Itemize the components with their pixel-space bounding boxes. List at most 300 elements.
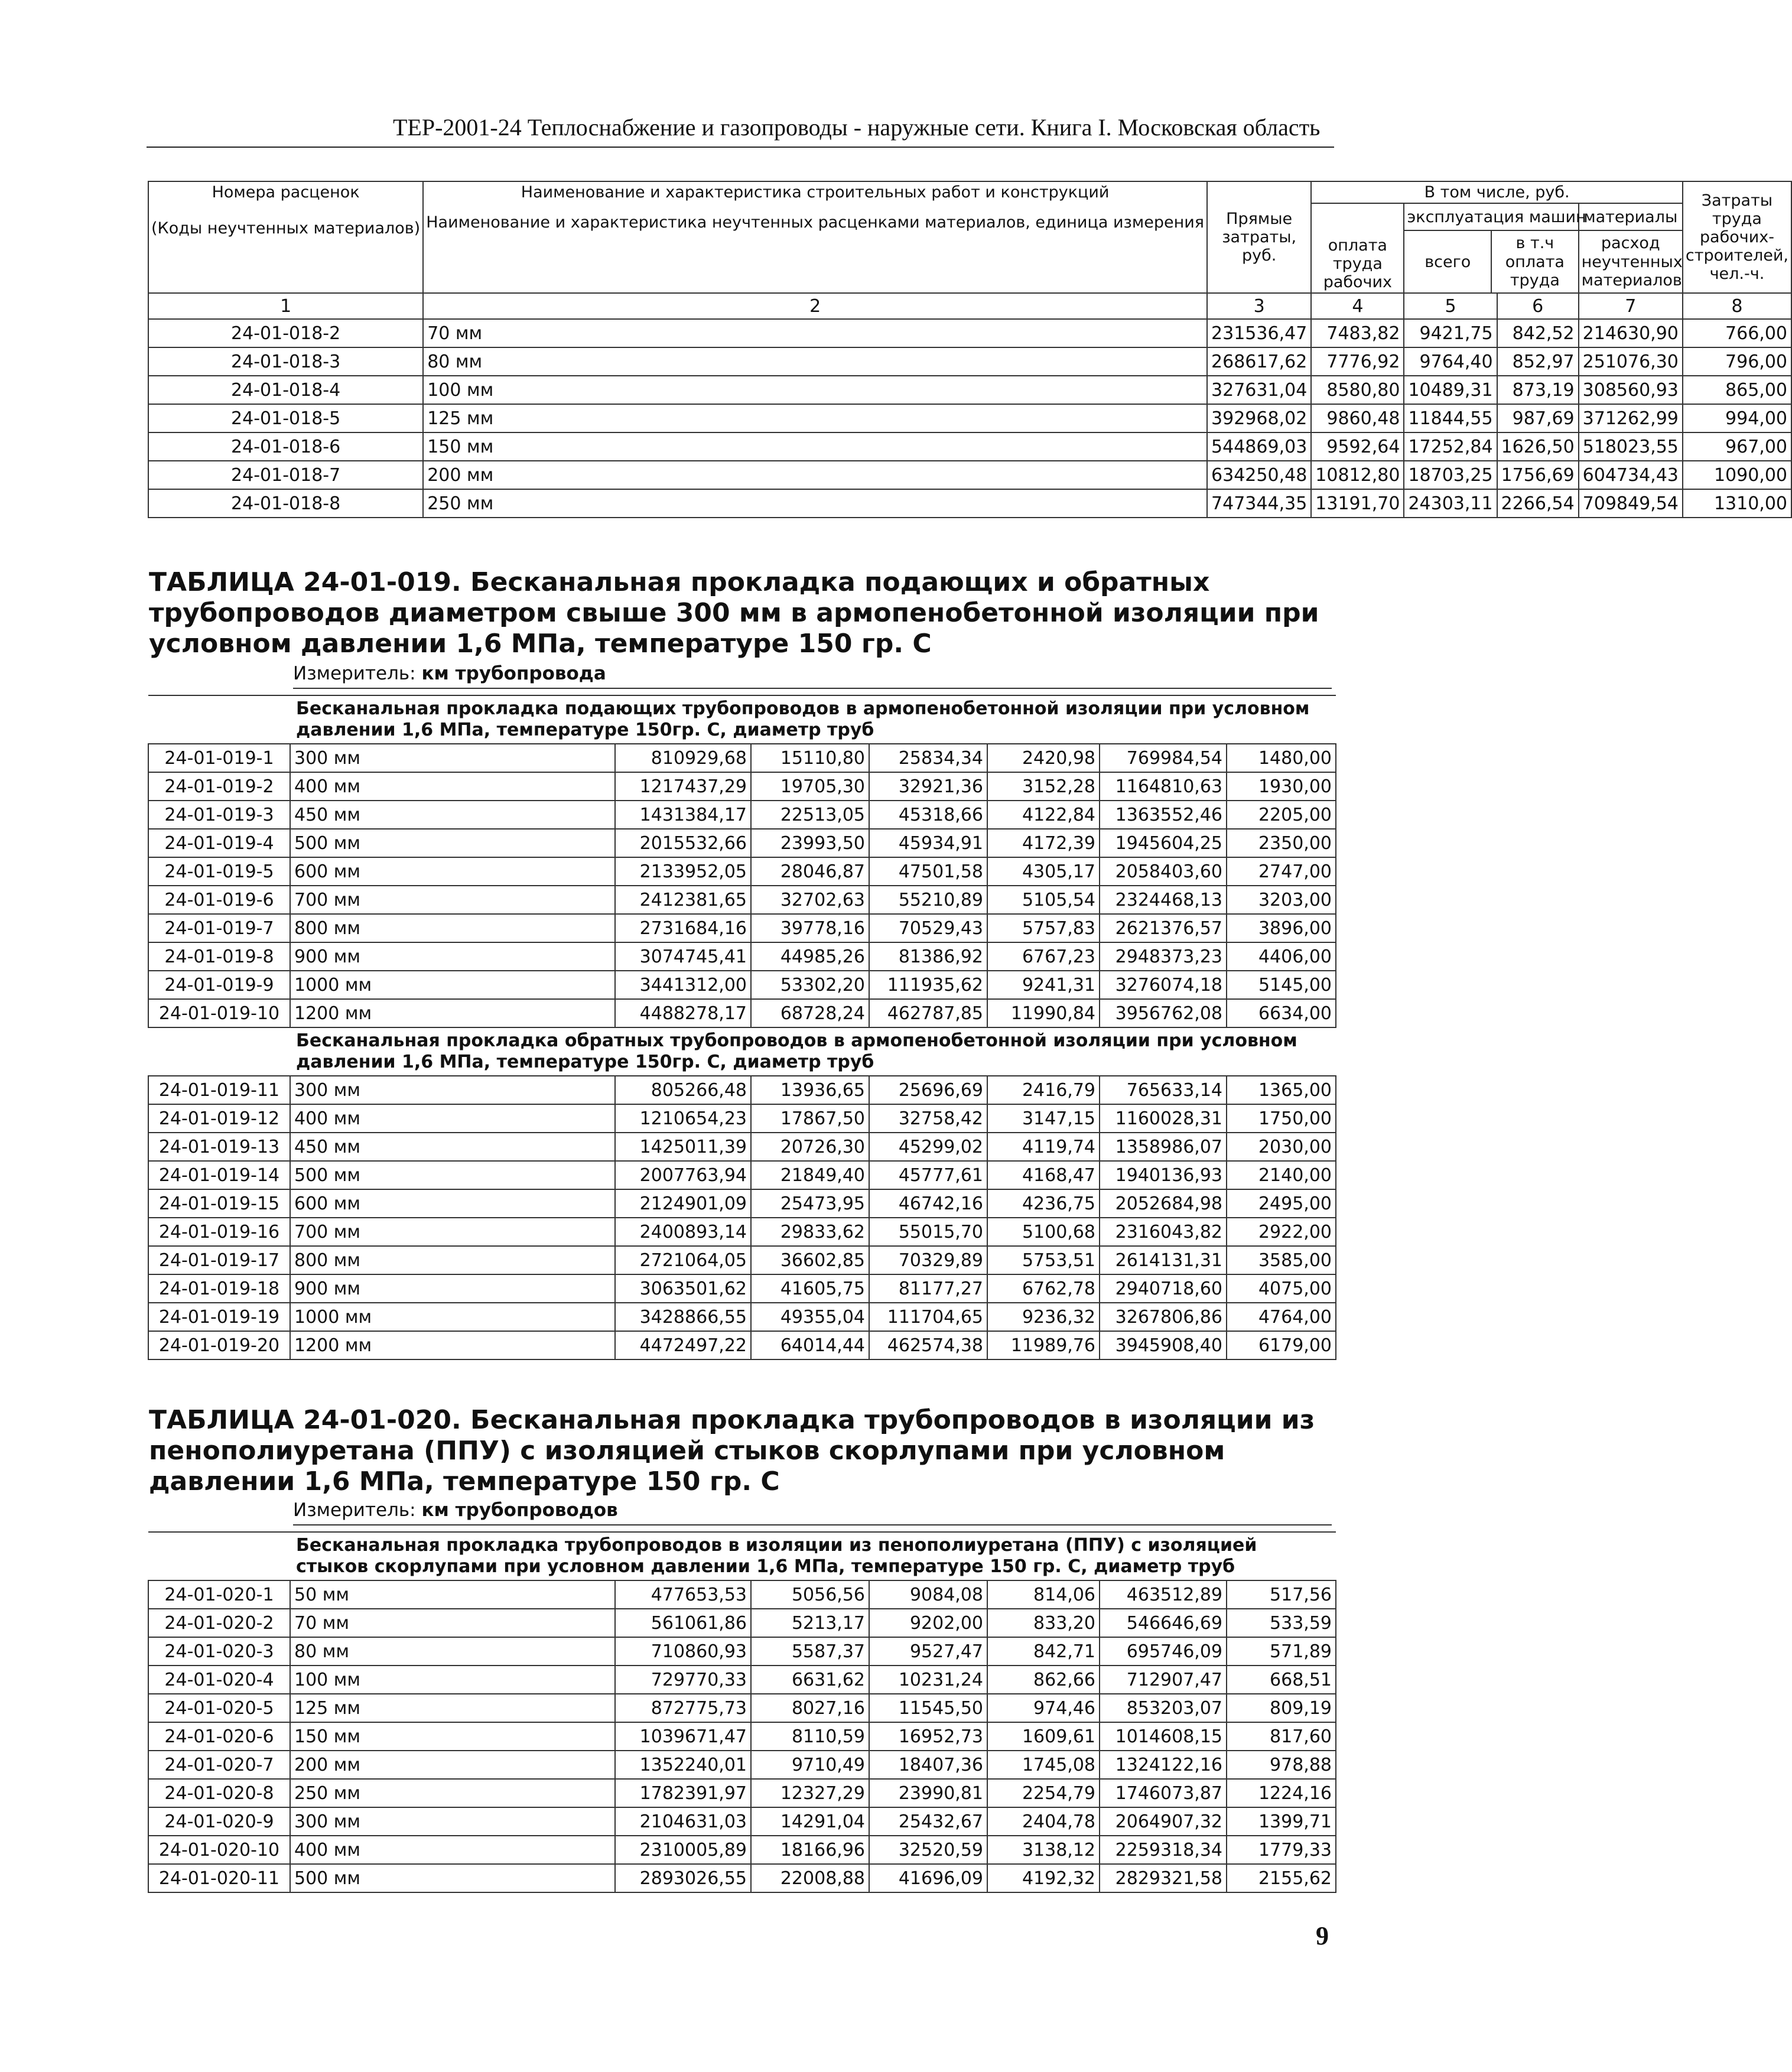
machines-total-cell: 45318,66 [869, 801, 987, 829]
page-header: ТЕР-2001-24 Теплоснабжение и газопроводы - наружные сети. Книга I. Московская область [393, 114, 1321, 141]
rate-code-cell: 24-01-018-7 [148, 461, 423, 489]
diameter-cell: 100 мм [423, 376, 1207, 404]
machines-total-cell: 55015,70 [869, 1218, 987, 1246]
machines-total-cell: 9764,40 [1404, 347, 1497, 376]
machines-labor-cell: 862,66 [987, 1666, 1100, 1694]
machines-labor-cell: 1626,50 [1497, 432, 1579, 461]
column-number: 1 [148, 293, 423, 319]
materials-cost-cell: 2829321,58 [1100, 1864, 1227, 1892]
machines-total-cell: 23990,81 [869, 1779, 987, 1807]
table-24-01-018 [148, 181, 1792, 518]
materials-cost-cell: 3945908,40 [1100, 1331, 1227, 1359]
direct-costs-cell: 3074745,41 [615, 942, 751, 971]
labor-pay-cell: 23993,50 [751, 829, 869, 857]
labor-hours-cell: 766,00 [1683, 319, 1791, 347]
labor-hours-cell: 994,00 [1683, 404, 1791, 432]
machines-total-cell: 9084,08 [869, 1580, 987, 1609]
labor-hours-cell: 1399,71 [1227, 1807, 1336, 1836]
subtitle-supply: Бесканальная прокладка подающих трубопроводов в армопенобетонной изоляции при условном давлении 1,6 МПа, температуре 150гр. С, диаметр труб [148, 695, 1336, 744]
direct-costs-cell: 2721064,05 [615, 1246, 751, 1274]
machines-labor-cell: 814,06 [987, 1580, 1100, 1609]
labor-hours-cell: 6179,00 [1227, 1331, 1336, 1359]
rate-code-cell: 24-01-019-14 [148, 1161, 290, 1189]
machines-labor-cell: 1609,61 [987, 1722, 1100, 1751]
materials-cost-cell: 1746073,87 [1100, 1779, 1227, 1807]
machines-labor-cell: 6767,23 [987, 942, 1100, 971]
machines-labor-cell: 4305,17 [987, 857, 1100, 886]
rate-code-cell: 24-01-020-2 [148, 1609, 290, 1637]
table-24-01-019-title: ТАБЛИЦА 24-01-019. Бесканальная прокладка подающих и обратных трубопроводов диаметром свыше 300 мм в армопенобетонной изоляции при условном давлении 1,6 МПа, температуре 150 гр. С [149, 567, 1319, 659]
machines-total-cell: 18703,25 [1404, 461, 1497, 489]
machines-total-cell: 45777,61 [869, 1161, 987, 1189]
machines-total-cell: 11545,50 [869, 1694, 987, 1722]
direct-costs-cell: 1039671,47 [615, 1722, 751, 1751]
labor-hours-cell: 1310,00 [1683, 489, 1791, 518]
diameter-cell: 150 мм [290, 1722, 615, 1751]
labor-hours-cell: 1930,00 [1227, 772, 1336, 801]
machines-labor-cell: 11989,76 [987, 1331, 1100, 1359]
direct-costs-cell: 544869,03 [1207, 432, 1311, 461]
labor-pay-cell: 13191,70 [1311, 489, 1404, 518]
subtitle-return: Бесканальная прокладка обратных трубопроводов в армопенобетонной изоляции при условном давлении 1,6 МПа, температуре 150гр. С, диаметр труб [148, 1027, 1336, 1076]
machines-labor-cell: 5105,54 [987, 886, 1100, 914]
table-row [148, 1218, 1336, 1246]
table-row [148, 1751, 1336, 1779]
rate-code-cell: 24-01-019-20 [148, 1331, 290, 1359]
rate-code-cell: 24-01-019-18 [148, 1274, 290, 1303]
materials-cost-cell: 1363552,46 [1100, 801, 1227, 829]
diameter-cell: 600 мм [290, 1189, 615, 1218]
table-row [148, 1637, 1336, 1666]
labor-pay-cell: 39778,16 [751, 914, 869, 942]
machines-labor-cell: 5753,51 [987, 1246, 1100, 1274]
table-row [148, 801, 1336, 829]
labor-pay-cell: 53302,20 [751, 971, 869, 999]
labor-pay-cell: 14291,04 [751, 1807, 869, 1836]
machines-labor-cell: 9236,32 [987, 1303, 1100, 1331]
labor-hours-cell: 2922,00 [1227, 1218, 1336, 1246]
table-row [148, 1807, 1336, 1836]
materials-cost-cell: 2316043,82 [1100, 1218, 1227, 1246]
table-row [148, 772, 1336, 801]
materials-cost-cell: 2940718,60 [1100, 1274, 1227, 1303]
labor-hours-cell: 2205,00 [1227, 801, 1336, 829]
direct-costs-cell: 1431384,17 [615, 801, 751, 829]
rate-code-cell: 24-01-019-4 [148, 829, 290, 857]
machines-labor-cell: 842,52 [1497, 319, 1579, 347]
direct-costs-cell: 2133952,05 [615, 857, 751, 886]
materials-cost-cell: 765633,14 [1100, 1076, 1227, 1104]
labor-pay-cell: 29833,62 [751, 1218, 869, 1246]
rate-code-cell: 24-01-019-2 [148, 772, 290, 801]
machines-labor-cell: 2420,98 [987, 744, 1100, 772]
rate-code-cell: 24-01-020-5 [148, 1694, 290, 1722]
column-number: 5 [1404, 293, 1497, 319]
diameter-cell: 1000 мм [290, 971, 615, 999]
col3-header: Прямые затраты, руб. [1207, 181, 1311, 293]
direct-costs-cell: 710860,93 [615, 1637, 751, 1666]
machines-total-cell: 81386,92 [869, 942, 987, 971]
direct-costs-cell: 1782391,97 [615, 1779, 751, 1807]
direct-costs-cell: 268617,62 [1207, 347, 1311, 376]
machines-total-cell: 16952,73 [869, 1722, 987, 1751]
materials-cost-cell: 214630,90 [1579, 319, 1683, 347]
diameter-cell: 1200 мм [290, 1331, 615, 1359]
subtitle-ppu: Бесканальная прокладка трубопроводов в изоляции из пенополиуретана (ППУ) с изоляцией стыков скорлупами при условном давлении 1,6 МПа, температуре 150 гр. С, диаметр труб [148, 1532, 1336, 1580]
table-row [148, 404, 1791, 432]
rate-code-cell: 24-01-020-7 [148, 1751, 290, 1779]
materials-cost-cell: 251076,30 [1579, 347, 1683, 376]
diameter-cell: 400 мм [290, 1104, 615, 1133]
machines-total-cell: 25834,34 [869, 744, 987, 772]
diameter-cell: 300 мм [290, 1807, 615, 1836]
table-row [148, 1076, 1336, 1104]
rate-code-cell: 24-01-019-10 [148, 999, 290, 1027]
materials-cost-cell: 463512,89 [1100, 1580, 1227, 1609]
labor-pay-cell: 20726,30 [751, 1133, 869, 1161]
labor-hours-cell: 6634,00 [1227, 999, 1336, 1027]
labor-pay-cell: 18166,96 [751, 1836, 869, 1864]
direct-costs-cell: 2124901,09 [615, 1189, 751, 1218]
materials-cost-cell: 2052684,98 [1100, 1189, 1227, 1218]
diameter-cell: 300 мм [290, 744, 615, 772]
diameter-cell: 150 мм [423, 432, 1207, 461]
column-number: 8 [1683, 293, 1791, 319]
materials-cost-cell: 709849,54 [1579, 489, 1683, 518]
materials-cost-cell: 2324468,13 [1100, 886, 1227, 914]
diameter-cell: 70 мм [290, 1609, 615, 1637]
direct-costs-cell: 872775,73 [615, 1694, 751, 1722]
labor-pay-cell: 21849,40 [751, 1161, 869, 1189]
direct-costs-cell: 231536,47 [1207, 319, 1311, 347]
direct-costs-cell: 805266,48 [615, 1076, 751, 1104]
labor-pay-cell: 68728,24 [751, 999, 869, 1027]
table-row [148, 1303, 1336, 1331]
diameter-cell: 450 мм [290, 801, 615, 829]
column-number: 3 [1207, 293, 1311, 319]
table-row [148, 347, 1791, 376]
machines-labor-cell: 873,19 [1497, 376, 1579, 404]
materials-cost-cell: 2259318,34 [1100, 1836, 1227, 1864]
diameter-cell: 250 мм [423, 489, 1207, 518]
table-row [148, 432, 1791, 461]
measure-value: км трубопроводов [421, 1499, 618, 1521]
rate-code-cell: 24-01-018-6 [148, 432, 423, 461]
col5-header: всего [1404, 230, 1491, 292]
rate-code-cell: 24-01-019-7 [148, 914, 290, 942]
labor-pay-cell: 5587,37 [751, 1637, 869, 1666]
direct-costs-cell: 2893026,55 [615, 1864, 751, 1892]
machines-total-cell: 24303,11 [1404, 489, 1497, 518]
machines-labor-cell: 1756,69 [1497, 461, 1579, 489]
diameter-cell: 1000 мм [290, 1303, 615, 1331]
machines-total-cell: 47501,58 [869, 857, 987, 886]
machines-total-cell: 41696,09 [869, 1864, 987, 1892]
diameter-cell: 200 мм [290, 1751, 615, 1779]
direct-costs-cell: 1217437,29 [615, 772, 751, 801]
diameter-cell: 50 мм [290, 1580, 615, 1609]
labor-pay-cell: 36602,85 [751, 1246, 869, 1274]
labor-pay-cell: 8580,80 [1311, 376, 1404, 404]
rate-code-cell: 24-01-019-16 [148, 1218, 290, 1246]
direct-costs-cell: 2400893,14 [615, 1218, 751, 1246]
direct-costs-cell: 327631,04 [1207, 376, 1311, 404]
machines-header: эксплуатация машин [1404, 204, 1578, 230]
materials-cost-cell: 1940136,93 [1100, 1161, 1227, 1189]
labor-pay-cell: 8110,59 [751, 1722, 869, 1751]
labor-hours-cell: 668,51 [1227, 1666, 1336, 1694]
diameter-cell: 1200 мм [290, 999, 615, 1027]
machines-labor-cell: 3152,28 [987, 772, 1100, 801]
materials-cost-cell: 712907,47 [1100, 1666, 1227, 1694]
measure-rule [293, 688, 1332, 689]
rate-code-cell: 24-01-019-13 [148, 1133, 290, 1161]
machines-total-cell: 111935,62 [869, 971, 987, 999]
materials-group [1579, 203, 1683, 293]
machines-labor-cell: 1745,08 [987, 1751, 1100, 1779]
labor-pay-cell: 6631,62 [751, 1666, 869, 1694]
direct-costs-cell: 4488278,17 [615, 999, 751, 1027]
diameter-cell: 200 мм [423, 461, 1207, 489]
rate-code-cell: 24-01-019-19 [148, 1303, 290, 1331]
machines-labor-cell: 3138,12 [987, 1836, 1100, 1864]
labor-hours-cell: 1365,00 [1227, 1076, 1336, 1104]
direct-costs-cell: 561061,86 [615, 1609, 751, 1637]
diameter-cell: 900 мм [290, 1274, 615, 1303]
column-number: 7 [1579, 293, 1683, 319]
machines-total-cell: 11844,55 [1404, 404, 1497, 432]
diameter-cell: 500 мм [290, 1161, 615, 1189]
col2-header: Наименование и характеристика строительных работ и конструкций Наименование и характеристика неучтенных расценками материалов, единица измерения [423, 181, 1207, 293]
materials-cost-cell: 3267806,86 [1100, 1303, 1227, 1331]
rate-code-cell: 24-01-018-4 [148, 376, 423, 404]
labor-hours-cell: 5145,00 [1227, 971, 1336, 999]
materials-cost-cell: 1358986,07 [1100, 1133, 1227, 1161]
labor-hours-cell: 817,60 [1227, 1722, 1336, 1751]
labor-pay-cell: 9710,49 [751, 1751, 869, 1779]
machines-labor-cell: 5757,83 [987, 914, 1100, 942]
materials-cost-cell: 2948373,23 [1100, 942, 1227, 971]
table-24-01-020 [148, 1531, 1336, 1893]
labor-pay-cell: 32702,63 [751, 886, 869, 914]
machines-total-cell: 462574,38 [869, 1331, 987, 1359]
direct-costs-cell: 2731684,16 [615, 914, 751, 942]
labor-hours-cell: 2155,62 [1227, 1864, 1336, 1892]
rate-code-cell: 24-01-019-12 [148, 1104, 290, 1133]
measure-value: км трубопровода [421, 663, 606, 684]
col7-header: расход неучтенных материалов [1581, 234, 1683, 290]
machines-labor-cell: 3147,15 [987, 1104, 1100, 1133]
rate-code-cell: 24-01-018-2 [148, 319, 423, 347]
materials-cost-cell: 2614131,31 [1100, 1246, 1227, 1274]
diameter-cell: 500 мм [290, 1864, 615, 1892]
table-row [148, 1666, 1336, 1694]
table-row [148, 1246, 1336, 1274]
machines-labor-cell: 4172,39 [987, 829, 1100, 857]
labor-hours-cell: 865,00 [1683, 376, 1791, 404]
diameter-cell: 450 мм [290, 1133, 615, 1161]
diameter-cell: 80 мм [423, 347, 1207, 376]
labor-hours-cell: 967,00 [1683, 432, 1791, 461]
machines-total-cell: 25696,69 [869, 1076, 987, 1104]
machines-total-cell: 9421,75 [1404, 319, 1497, 347]
col1-header: Номера расценок (Коды неучтенных материалов) [148, 181, 423, 293]
diameter-cell: 600 мм [290, 857, 615, 886]
labor-pay-cell: 49355,04 [751, 1303, 869, 1331]
rate-code-cell: 24-01-019-3 [148, 801, 290, 829]
machines-total-cell: 45299,02 [869, 1133, 987, 1161]
labor-hours-cell: 1090,00 [1683, 461, 1791, 489]
machines-total-cell: 70329,89 [869, 1246, 987, 1274]
rate-code-cell: 24-01-019-9 [148, 971, 290, 999]
labor-pay-cell: 64014,44 [751, 1331, 869, 1359]
materials-cost-cell: 1164810,63 [1100, 772, 1227, 801]
machines-total-cell: 32758,42 [869, 1104, 987, 1133]
machines-labor-cell: 4168,47 [987, 1161, 1100, 1189]
labor-hours-cell: 2350,00 [1227, 829, 1336, 857]
machines-labor-cell: 842,71 [987, 1637, 1100, 1666]
direct-costs-cell: 1210654,23 [615, 1104, 751, 1133]
col6-header: в т.ч оплата труда [1505, 234, 1565, 290]
labor-hours-cell: 571,89 [1227, 1637, 1336, 1666]
labor-hours-cell: 1224,16 [1227, 1779, 1336, 1807]
direct-costs-cell: 477653,53 [615, 1580, 751, 1609]
materials-cost-cell: 2064907,32 [1100, 1807, 1227, 1836]
rate-code-cell: 24-01-019-15 [148, 1189, 290, 1218]
table-row [148, 1274, 1336, 1303]
direct-costs-cell: 810929,68 [615, 744, 751, 772]
materials-cost-cell: 695746,09 [1100, 1637, 1227, 1666]
materials-cost-cell: 3956762,08 [1100, 999, 1227, 1027]
rate-code-cell: 24-01-020-3 [148, 1637, 290, 1666]
machines-total-cell: 32921,36 [869, 772, 987, 801]
labor-hours-cell: 3585,00 [1227, 1246, 1336, 1274]
direct-costs-cell: 3428866,55 [615, 1303, 751, 1331]
table-row [148, 1609, 1336, 1637]
table-row [148, 1133, 1336, 1161]
diameter-cell: 900 мм [290, 942, 615, 971]
labor-hours-cell: 809,19 [1227, 1694, 1336, 1722]
labor-hours-cell: 2747,00 [1227, 857, 1336, 886]
labor-hours-cell: 978,88 [1227, 1751, 1336, 1779]
column-numbers-row [148, 293, 1791, 319]
materials-cost-cell: 769984,54 [1100, 744, 1227, 772]
labor-hours-cell: 1750,00 [1227, 1104, 1336, 1133]
machines-labor-cell: 4119,74 [987, 1133, 1100, 1161]
diameter-cell: 125 мм [423, 404, 1207, 432]
machines-labor-cell: 9241,31 [987, 971, 1100, 999]
labor-hours-cell: 796,00 [1683, 347, 1791, 376]
page-number: 9 [1316, 1921, 1329, 1950]
labor-hours-cell: 4406,00 [1227, 942, 1336, 971]
table-row [148, 829, 1336, 857]
rate-code-cell: 24-01-019-11 [148, 1076, 290, 1104]
rate-code-cell: 24-01-020-6 [148, 1722, 290, 1751]
direct-costs-cell: 3063501,62 [615, 1274, 751, 1303]
machines-total-cell: 45934,91 [869, 829, 987, 857]
direct-costs-cell: 2412381,65 [615, 886, 751, 914]
column-number: 4 [1311, 293, 1404, 319]
machines-labor-cell: 4122,84 [987, 801, 1100, 829]
diameter-cell: 800 мм [290, 1246, 615, 1274]
direct-costs-cell: 1352240,01 [615, 1751, 751, 1779]
direct-costs-cell: 747344,35 [1207, 489, 1311, 518]
machines-group [1404, 203, 1586, 293]
labor-hours-cell: 4764,00 [1227, 1303, 1336, 1331]
machines-total-cell: 81177,27 [869, 1274, 987, 1303]
rate-code-cell: 24-01-020-11 [148, 1864, 290, 1892]
diameter-cell: 800 мм [290, 914, 615, 942]
table-row [148, 319, 1791, 347]
table-24-01-020-title: ТАБЛИЦА 24-01-020. Бесканальная прокладка трубопроводов в изоляции из пенополиуретана (ППУ) с изоляцией стыков скорлупами при условном давлении 1,6 МПа, температуре 150 гр. С [149, 1405, 1315, 1497]
table-row [148, 1161, 1336, 1189]
labor-pay-cell: 10812,80 [1311, 461, 1404, 489]
rate-code-cell: 24-01-020-4 [148, 1666, 290, 1694]
direct-costs-cell: 2104631,03 [615, 1807, 751, 1836]
labor-pay-cell: 7483,82 [1311, 319, 1404, 347]
table-row [148, 1864, 1336, 1892]
materials-cost-cell: 2621376,57 [1100, 914, 1227, 942]
rate-code-cell: 24-01-019-8 [148, 942, 290, 971]
materials-cost-cell: 1160028,31 [1100, 1104, 1227, 1133]
measure-unit [293, 1499, 618, 1521]
materials-cost-cell: 1945604,25 [1100, 829, 1227, 857]
table-row [148, 1836, 1336, 1864]
measure-label: Измеритель: [293, 663, 416, 684]
table-row [148, 489, 1791, 518]
labor-pay-cell: 22513,05 [751, 801, 869, 829]
materials-cost-cell: 371262,99 [1579, 404, 1683, 432]
measure-unit [293, 663, 606, 684]
rate-code-cell: 24-01-018-8 [148, 489, 423, 518]
diameter-cell: 250 мм [290, 1779, 615, 1807]
materials-header: материалы [1579, 204, 1682, 230]
table-row [148, 1104, 1336, 1133]
labor-pay-cell: 19705,30 [751, 772, 869, 801]
materials-cost-cell: 518023,55 [1579, 432, 1683, 461]
labor-hours-cell: 533,59 [1227, 1609, 1336, 1637]
machines-total-cell: 10231,24 [869, 1666, 987, 1694]
direct-costs-cell: 392968,02 [1207, 404, 1311, 432]
machines-labor-cell: 852,97 [1497, 347, 1579, 376]
machines-total-cell: 70529,43 [869, 914, 987, 942]
col8-header: Затраты труда рабочих-строителей, чел.-ч. [1683, 181, 1791, 293]
rate-code-cell: 24-01-019-17 [148, 1246, 290, 1274]
rate-code-cell: 24-01-020-9 [148, 1807, 290, 1836]
machines-labor-cell: 2254,79 [987, 1779, 1100, 1807]
measure-rule [293, 1524, 1332, 1525]
labor-pay-cell: 15110,80 [751, 744, 869, 772]
direct-costs-cell: 2310005,89 [615, 1836, 751, 1864]
labor-pay-cell: 28046,87 [751, 857, 869, 886]
machines-labor-cell: 974,46 [987, 1694, 1100, 1722]
labor-pay-cell: 44985,26 [751, 942, 869, 971]
labor-hours-cell: 2495,00 [1227, 1189, 1336, 1218]
table-row [148, 461, 1791, 489]
measure-label: Измеритель: [293, 1499, 416, 1521]
diameter-cell: 700 мм [290, 886, 615, 914]
labor-pay-cell: 9592,64 [1311, 432, 1404, 461]
labor-pay-cell: 17867,50 [751, 1104, 869, 1133]
direct-costs-cell: 634250,48 [1207, 461, 1311, 489]
labor-pay-cell: 8027,16 [751, 1694, 869, 1722]
labor-hours-cell: 4075,00 [1227, 1274, 1336, 1303]
labor-hours-cell: 3896,00 [1227, 914, 1336, 942]
column-number: 6 [1497, 293, 1579, 319]
diameter-cell: 80 мм [290, 1637, 615, 1666]
machines-total-cell: 55210,89 [869, 886, 987, 914]
labor-hours-cell: 3203,00 [1227, 886, 1336, 914]
